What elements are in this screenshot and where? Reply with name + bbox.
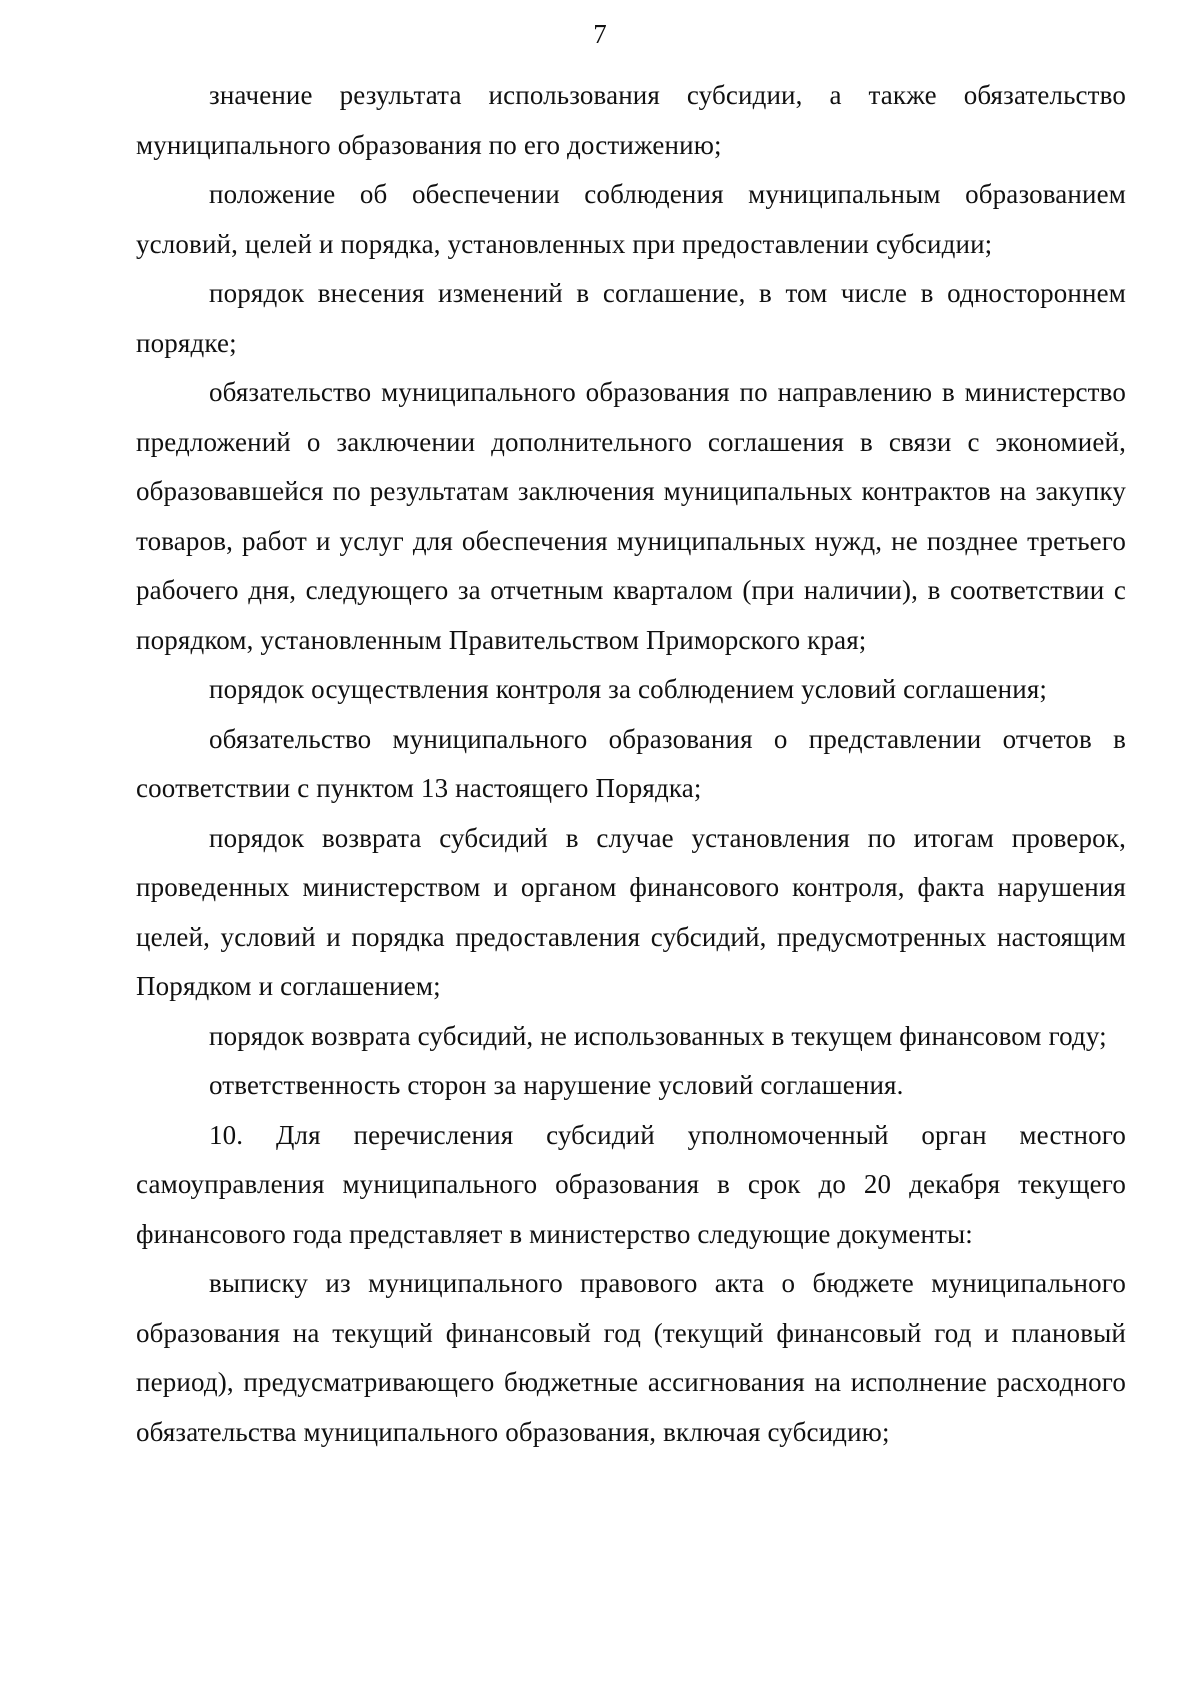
- paragraph-compliance-provision: положение об обеспечении соблюдения муниципальным образованием условий, целей и порядка, установленных при предоставлении субсидии;: [136, 179, 1126, 259]
- page-number: 7: [593, 19, 607, 49]
- paragraph-control-procedure: порядок осуществления контроля за соблюдением условий соглашения;: [209, 674, 1048, 704]
- paragraph-reporting-obligation: обязательство муниципального образования о представлении отчетов в соответствии с пунктом 13 настоящего Порядка;: [136, 723, 1126, 803]
- paragraph-item-10: 10. Для перечисления субсидий уполномоченный орган местного самоуправления муниципального образования в срок до 20 декабря текущего финансового года представляет в министерство следующие документы:: [136, 1119, 1126, 1249]
- paragraph-amendment-procedure: порядок внесения изменений в соглашение, в том числе в одностороннем порядке;: [136, 278, 1126, 358]
- paragraph-savings-obligation: обязательство муниципального образования по направлению в министерство предложений о заключении дополнительного соглашения в связи с экономией, образовавшейся по результатам заключения муниципальных контрактов на закупку товаров, работ и услуг для обеспечения муниципальных нужд, не позднее третьего рабочего дня, следующего за отчетным кварталом (при наличии), в соответствии с порядком, установленным Правительством Приморского края;: [136, 377, 1126, 655]
- paragraph-budget-extract: выписку из муниципального правового акта о бюджете муниципального образования на текущий финансовый год (текущий финансовый год и плановый период), предусматривающего бюджетные ассигнования на исполнение расходного обязательства муниципального образования, включая субсидию;: [136, 1268, 1126, 1447]
- paragraph-result-value: значение результата использования субсидии, а также обязательство муниципального образования по его достижению;: [136, 80, 1126, 160]
- paragraph-refund-unused: порядок возврата субсидий, не использованных в текущем финансовом году;: [209, 1020, 1107, 1051]
- document-body: [136, 71, 1126, 1457]
- paragraph-liability: ответственность сторон за нарушение условий соглашения.: [209, 1070, 904, 1100]
- paragraph-refund-violations: порядок возврата субсидий в случае установления по итогам проверок, проведенных министерством и органом финансового контроля, факта нарушения целей, условий и порядка предоставления субсидий, предусмотренных настоящим Порядком и соглашением;: [136, 822, 1126, 1001]
